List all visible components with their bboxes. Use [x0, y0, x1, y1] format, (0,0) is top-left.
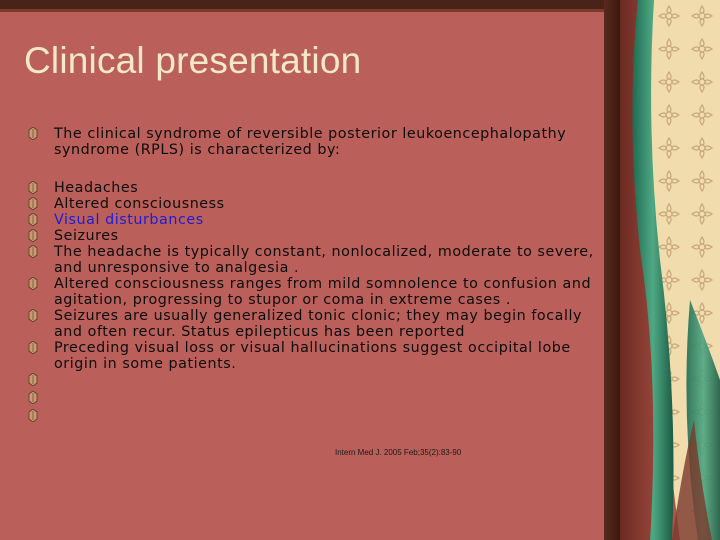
ornamental-bullet-icon	[28, 181, 38, 194]
empty-bullet	[28, 372, 598, 390]
bullet-text: Visual disturbances	[54, 212, 204, 228]
bullet-text: The headache is typically constant, nonlocalized, moderate to severe, and unresponsive to analgesia .	[54, 244, 594, 276]
bullet-item	[28, 196, 598, 212]
ornamental-bullet-icon	[28, 127, 38, 140]
bullet-item	[28, 228, 598, 244]
ornamental-bullet-icon	[28, 229, 38, 242]
ornamental-bullet-icon	[28, 341, 38, 354]
intro-bullet	[28, 126, 598, 158]
slide-title: Clinical presentation	[24, 40, 362, 81]
bullet-item	[28, 244, 598, 276]
bullet-item	[28, 212, 598, 228]
bullet-text: Seizures	[54, 228, 119, 244]
ornamental-bullet-icon	[28, 409, 38, 422]
ornamental-bullet-icon	[28, 391, 38, 404]
bullet-text: Altered consciousness ranges from mild somnolence to confusion and agitation, progressing to stupor or coma in extreme cases .	[54, 276, 592, 308]
floral-border-decoration	[620, 0, 720, 540]
bullet-text: Headaches	[54, 180, 139, 196]
ornamental-bullet-icon	[28, 197, 38, 210]
ornamental-bullet-icon	[28, 213, 38, 226]
ornamental-bullet-icon	[28, 373, 38, 386]
ornamental-bullet-icon	[28, 245, 38, 258]
bullet-item	[28, 308, 598, 340]
empty-bullet	[28, 390, 598, 408]
gap	[28, 158, 598, 180]
bullet-items	[28, 180, 598, 372]
bullet-list	[28, 126, 598, 426]
bullet-text: Altered consciousness	[54, 196, 225, 212]
citation-text: Intern Med J. 2005 Feb;35(2):83-90	[335, 448, 462, 457]
bullet-text: Preceding visual loss or visual hallucinations suggest occipital lobe origin in some patients.	[54, 340, 571, 372]
ornamental-bullet-icon	[28, 277, 38, 290]
empty-bullet	[28, 408, 598, 426]
bullet-item	[28, 180, 598, 196]
intro-text: The clinical syndrome of reversible posterior leukoencephalopathy syndrome (RPLS) is characterized by:	[54, 126, 567, 158]
bullet-text: Seizures are usually generalized tonic clonic; they may begin focally and often recur. Status epilepticus has been reported	[54, 308, 583, 340]
right-frame-bar	[604, 0, 620, 540]
bullet-item	[28, 340, 598, 372]
top-frame-bar	[0, 0, 620, 12]
bullet-item	[28, 276, 598, 308]
ornamental-bullet-icon	[28, 309, 38, 322]
